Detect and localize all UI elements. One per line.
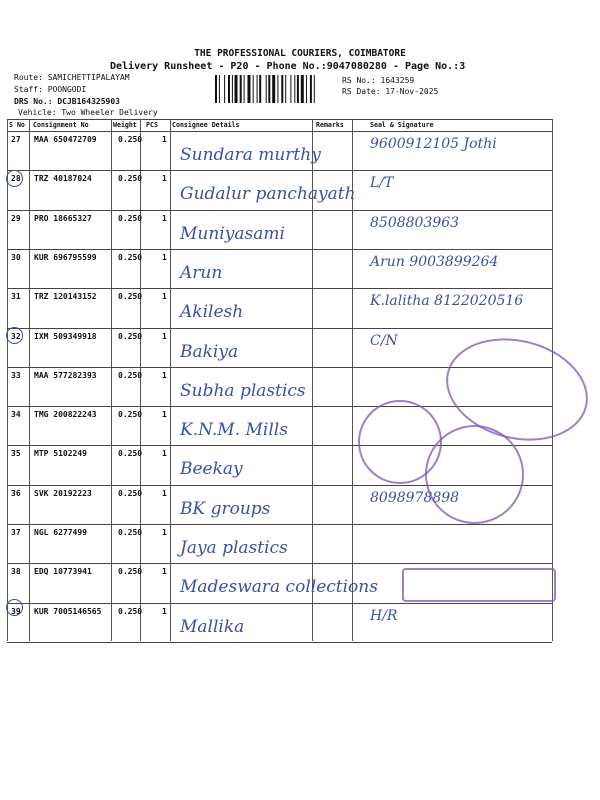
row-weight: 0.250 (118, 292, 143, 302)
drs-info: DRS No.: DCJB164325903 (14, 97, 120, 106)
barcode-bar (232, 75, 233, 103)
row-consignment-no: MAA 650472709 (34, 135, 97, 144)
consignee-handwriting: Sundara murthy (180, 145, 321, 165)
row-sno: 30 (11, 252, 21, 262)
row-pcs: 1 (162, 606, 167, 616)
row-pcs: 1 (162, 410, 167, 420)
barcode-bar (310, 75, 312, 103)
row-sno: 32 (11, 331, 21, 341)
barcode-bar (248, 75, 251, 103)
row-sno: 29 (11, 213, 21, 223)
row-weight: 0.250 (118, 174, 143, 184)
barcode-bar (257, 75, 258, 103)
barcode-bar (272, 75, 275, 103)
row-weight: 0.250 (118, 252, 143, 262)
barcode-bar (253, 75, 254, 103)
barcode-bar (285, 75, 286, 103)
vehicle-info: Vehicle: Two Wheeler Delivery (18, 108, 158, 117)
consignee-handwriting: Mallika (180, 616, 245, 637)
row-pcs: 1 (162, 567, 167, 577)
row-pcs: 1 (162, 174, 167, 184)
row-sno: 27 (11, 135, 21, 144)
barcode-bar (219, 75, 220, 103)
col-weight: Weight (113, 121, 137, 129)
seal-signature: K.lalitha 8122020516 (370, 293, 524, 310)
barcode (215, 75, 337, 103)
company-title: THE PROFESSIONAL COURIERS, COIMBATORE (194, 48, 406, 59)
row-consignment-no: MAA 577282393 (34, 370, 97, 380)
row-weight: 0.250 (118, 213, 143, 223)
col-remarks: Remarks (316, 121, 344, 129)
seal-signature: Arun 9003899264 (370, 253, 499, 270)
row-pcs: 1 (162, 370, 167, 380)
row-separator (7, 328, 552, 329)
barcode-bar (215, 75, 217, 103)
consignee-handwriting: Jaya plastics (180, 538, 288, 558)
row-consignment-no: SVK 20192223 (34, 488, 92, 498)
row-consignment-no: MTP 5102249 (34, 449, 87, 459)
row-consignment-no: TRZ 120143152 (34, 292, 97, 302)
consignee-handwriting: Subha plastics (180, 380, 306, 401)
rs-number: RS No.: 1643259 (342, 76, 415, 85)
row-sno: 28 (11, 174, 21, 184)
consignee-handwriting: Gudalur panchayath (180, 184, 356, 205)
row-separator (7, 524, 552, 525)
barcode-bar (228, 75, 230, 103)
barcode-bar (244, 75, 245, 103)
staff-info: Staff: POONGODI (14, 85, 87, 94)
row-28-circle (6, 170, 23, 187)
row-consignment-no: TRZ 40187024 (34, 174, 92, 184)
seal-signature: H/R (370, 607, 398, 624)
collections-stamp (402, 568, 556, 602)
consignee-handwriting: BK groups (180, 498, 271, 519)
row-weight: 0.250 (118, 606, 143, 616)
rs-date: RS Date: 17-Nov-2025 (342, 87, 439, 96)
consignee-handwriting: K.N.M. Mills (180, 420, 288, 441)
row-sno: 36 (11, 488, 21, 498)
row-separator (7, 249, 552, 250)
seal-signature: C/N (370, 332, 398, 349)
row-weight: 0.250 (118, 331, 143, 341)
consignee-handwriting: Arun (180, 262, 223, 283)
row-weight: 0.250 (118, 567, 143, 577)
row-consignment-no: TMG 200822243 (34, 410, 97, 420)
barcode-bar (259, 75, 261, 103)
seal-signature: 8098978898 (370, 489, 460, 506)
runsheet-title: Delivery Runsheet - P20 - Phone No.:9047080280 - Page No.:3 (110, 61, 466, 72)
row-32-circle (6, 327, 23, 344)
barcode-bar (224, 75, 225, 103)
row-pcs: 1 (162, 331, 167, 341)
barcode-bar (290, 75, 291, 103)
row-weight: 0.250 (118, 410, 143, 420)
barcode-bar (240, 75, 242, 103)
row-pcs: 1 (162, 252, 167, 262)
row-sno: 35 (11, 449, 21, 459)
barcode-bar (268, 75, 270, 103)
barcode-bar (297, 75, 299, 103)
row-separator (7, 210, 552, 211)
consignee-handwriting: Akilesh (180, 302, 244, 323)
row-separator (7, 563, 552, 564)
seal-signature: 8508803963 (370, 214, 460, 231)
row-pcs: 1 (162, 449, 167, 459)
row-consignment-no: KUR 696795599 (34, 252, 97, 262)
row-consignment-no: EDQ 10773941 (34, 567, 92, 577)
barcode-bar (301, 75, 304, 103)
row-sno: 34 (11, 410, 21, 420)
barcode-bar (294, 75, 295, 103)
row-consignment-no: PRO 18665327 (34, 213, 92, 223)
beekay-stamp (425, 425, 524, 524)
row-39-circle (6, 599, 23, 616)
consignee-handwriting: Madeswara collections (180, 577, 378, 598)
row-weight: 0.250 (118, 135, 143, 144)
row-pcs: 1 (162, 292, 167, 302)
row-weight: 0.250 (118, 528, 143, 537)
row-sno: 38 (11, 567, 21, 577)
row-pcs: 1 (162, 135, 167, 144)
seal-signature: L/T (370, 175, 394, 192)
col-consignee: Consignee Details (172, 121, 240, 129)
barcode-bar (306, 75, 307, 103)
consignee-handwriting: Bakiya (180, 341, 239, 362)
row-separator (7, 131, 552, 132)
row-pcs: 1 (162, 488, 167, 498)
col-sno: S No (9, 121, 25, 129)
consignee-handwriting: Beekay (180, 459, 243, 480)
row-separator (7, 170, 552, 171)
table-top-line (7, 119, 552, 120)
col-consignment: Consignment No (33, 121, 89, 129)
barcode-bar (277, 75, 278, 103)
col-seal: Seal & Signature (370, 121, 434, 129)
row-sno: 33 (11, 370, 21, 380)
row-sno: 37 (11, 528, 21, 537)
row-weight: 0.250 (118, 449, 143, 459)
row-weight: 0.250 (118, 370, 143, 380)
row-sno: 31 (11, 292, 21, 302)
barcode-bar (281, 75, 283, 103)
row-sno: 39 (11, 606, 21, 616)
row-pcs: 1 (162, 528, 167, 537)
barcode-bar (235, 75, 238, 103)
row-separator (7, 603, 552, 604)
consignee-handwriting: Muniyasami (180, 223, 285, 244)
row-consignment-no: IXM 509349918 (34, 331, 97, 341)
col-pcs: PCS (146, 121, 158, 129)
barcode-bar (314, 75, 315, 103)
row-consignment-no: NGL 6277499 (34, 528, 87, 537)
row-weight: 0.250 (118, 488, 143, 498)
table-bottom-line (7, 642, 552, 643)
row-separator (7, 288, 552, 289)
barcode-bar (266, 75, 267, 103)
row-pcs: 1 (162, 213, 167, 223)
row-consignment-no: KUR 7005146565 (34, 606, 102, 616)
seal-signature: 9600912105 Jothi (370, 136, 497, 152)
route-info: Route: SAMICHETTIPALAYAM (14, 73, 130, 82)
